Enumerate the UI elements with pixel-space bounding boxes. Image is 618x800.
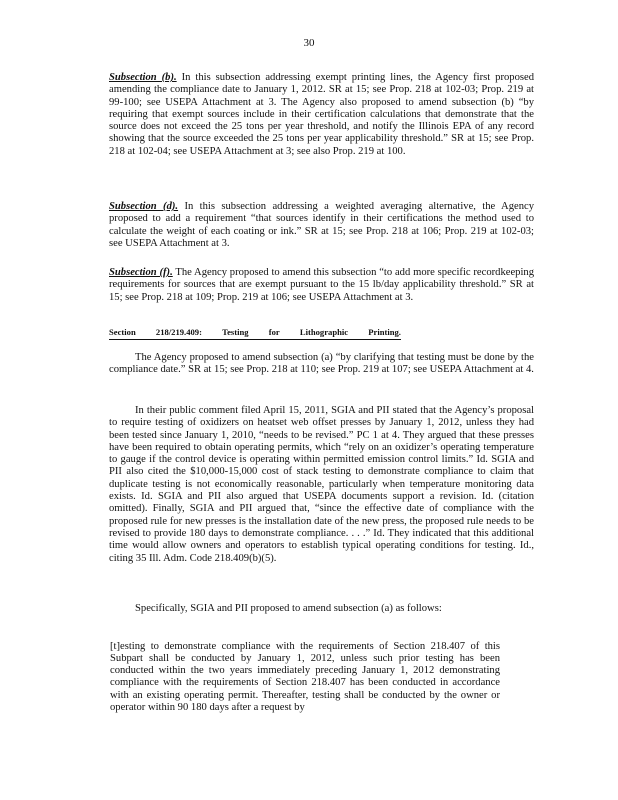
paragraph-specifically xyxy=(109,603,534,615)
agency-proposal-text: The Agency proposed to amend subsection (a) “by clarifying that testing must be done by the compliance date.” SR at 15; see Prop. 218 at 110; see Prop. 219 at 107; see USEPA Attachment at 4. xyxy=(109,352,534,376)
section-heading xyxy=(109,326,401,340)
heading-part: for xyxy=(268,327,280,337)
block-quote-text: [t]esting to demonstrate compliance with the requirements of Section 218.407 of this Subpart shall be conducted by January 1, 2012, unless such prior testing has been conducted within the two years immediately preceding January 1, 2012 demonstrating compliance with the requirements of Section 218.407 has been conducted in accordance with an existing operating permit. Thereafter, testing shall be conducted by the owner or operator within 90 180 days after a request by xyxy=(110,640,500,714)
paragraph-agency-proposal xyxy=(109,352,534,377)
block-quote xyxy=(110,630,500,725)
subsection-f-lead: Subsection (f). xyxy=(109,267,173,278)
subsection-d-text: In this subsection addressing a weighted averaging alternative, the Agency proposed to add a requirement “that sources identify in their certifications the method used to calculate the weight of each coating or ink.” SR at 15; see Prop. 218 at 106; Prop. 219 at 102-03; see USEPA Attachment at 3. xyxy=(109,201,534,249)
public-comment-text: In their public comment filed April 15, 2011, SGIA and PII stated that the Agency’s proposal to require testing of oxidizers on heatset web offset presses by January 1, 2012, unless they had been tested since January 1, 2010, “needs to be revised.” PC 1 at 4. They argued that these presses have been required to obtain operating permits, which “rely on an oxidizer’s operating temperature to gauge if the control device is operating within permitted emission control limits.” Id. SGIA and PII also cited the $10,000-15,000 cost of stack testing to demonstrate compliance to claim that duplicate testing is not economically reasonable, particularly when temperature monitoring data exists. Id. SGIA and PII also argued that USEPA documents support a revision. Id. (citation omitted). Finally, SGIA and PII argued that, “since the effective date of compliance with the proposed rule for new presses is the installation date of the new press, the proposed rule needs to be revised to provide 180 days to demonstrate compliance. . . .” Id. They indicated that this additional time would allow owners and operators to establish typical operating conditions for testing. Id., citing 35 Ill. Adm. Code 218.409(b)(5). xyxy=(109,405,534,564)
subsection-b-lead: Subsection (b). xyxy=(109,72,177,83)
heading-part: Testing xyxy=(222,327,249,337)
subsection-d-lead: Subsection (d). xyxy=(109,201,179,212)
paragraph-subsection-b xyxy=(109,72,534,158)
paragraph-subsection-d xyxy=(109,201,534,250)
subsection-b-text: In this subsection addressing exempt printing lines, the Agency first proposed amending the compliance date to January 1, 2012. SR at 15; see Prop. 218 at 102-03; Prop. 219 at 99-100; see USEPA Attachment at 3. The Agency also proposed to amend subsection (b) “by requiring that exempt sources include in their certification calculations that demonstrate that the source does not exceed the 25 tons per year threshold, and notify the Illinois EPA of any record showing that the source exceeded the 25 tons per year applicability threshold.” SR at 15; see Prop. 218 at 102-04; see USEPA Attachment at 3; see also Prop. 219 at 100. xyxy=(109,72,534,157)
paragraph-public-comment xyxy=(109,405,534,565)
heading-part: 218/219.409: xyxy=(155,327,202,337)
specifically-text: Specifically, SGIA and PII proposed to amend subsection (a) as follows: xyxy=(135,603,442,614)
heading-part: Section xyxy=(109,327,136,337)
page-number: 30 xyxy=(303,37,315,49)
heading-part: Printing. xyxy=(368,327,401,337)
paragraph-subsection-f xyxy=(109,267,534,304)
heading-part: Lithographic xyxy=(299,327,349,337)
subsection-f-text: The Agency proposed to amend this subsection “to add more specific recordkeeping requirements for sources that are exempt pursuant to the 15 lb/day applicability threshold.” SR at 15; see Prop. 218 at 109; Prop. 219 at 106; see USEPA Attachment at 3. xyxy=(109,267,534,303)
